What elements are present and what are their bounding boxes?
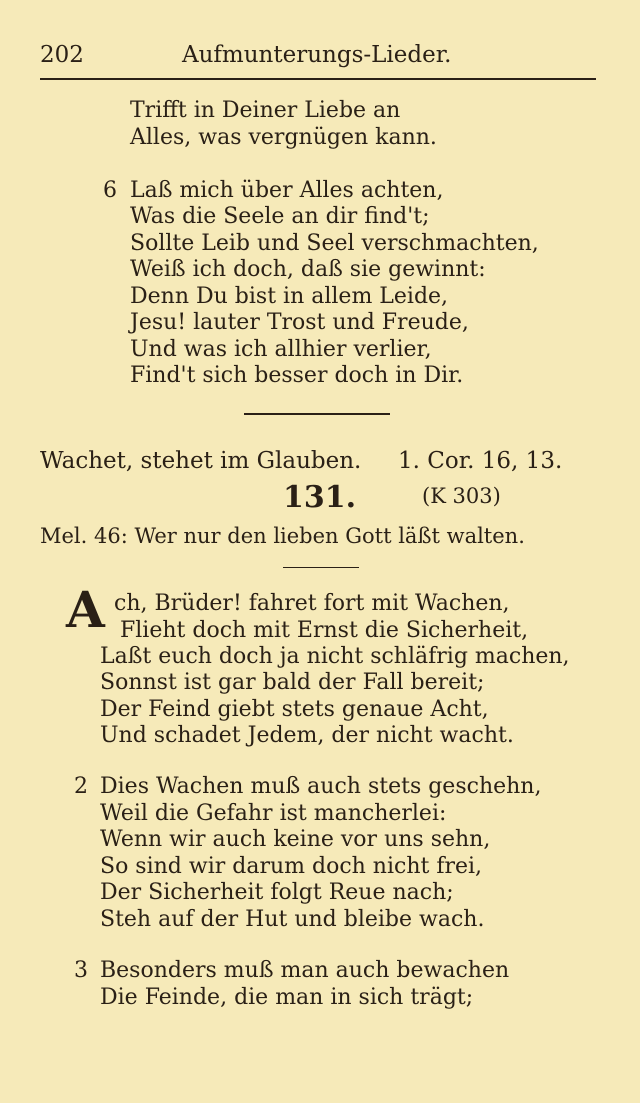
verse-line: Steh auf der Hut und bleibe wach.	[100, 907, 485, 932]
verse-line: Weil die Gefahr ist mancherlei:	[100, 801, 447, 826]
header-rule	[40, 78, 596, 80]
short-rule	[283, 567, 359, 568]
melody-line: Mel. 46: Wer nur den lieben Gott läßt walten.	[40, 524, 525, 548]
page-number: 202	[40, 42, 84, 68]
verse-line: Dies Wachen muß auch stets geschehn,	[100, 774, 542, 799]
verse-line: Flieht doch mit Ernst die Sicherheit,	[120, 618, 529, 643]
verse-line: Find't sich besser doch in Dir.	[130, 363, 464, 388]
hymn-number: 131.	[283, 480, 357, 515]
stanza-number: 2	[74, 774, 88, 799]
verse-line: Die Feinde, die man in sich trägt;	[100, 985, 474, 1010]
verse-line: Jesu! lauter Trost und Freude,	[130, 310, 469, 335]
verse-line: Weiß ich doch, daß sie gewinnt:	[130, 257, 486, 282]
alternate-reference: (K 303)	[422, 484, 501, 508]
verse-line: Denn Du bist in allem Leide,	[130, 284, 449, 309]
verse-line: Sonnst ist gar bald der Fall bereit;	[100, 670, 485, 695]
verse-line: Sollte Leib und Seel verschmachten,	[130, 231, 539, 256]
verse-line: So sind wir darum doch nicht frei,	[100, 854, 483, 879]
verse-line: Der Feind giebt stets genaue Acht,	[100, 697, 489, 722]
verse-line: Trifft in Deiner Liebe an	[130, 98, 401, 123]
running-title: Aufmunterungs-Lieder.	[182, 42, 452, 68]
verse-line: ch, Brüder! fahret fort mit Wachen,	[114, 591, 510, 616]
drop-cap: A	[66, 580, 105, 639]
stanza-number: 6	[103, 178, 117, 203]
epigraph-text: Wachet, stehet im Glauben.	[40, 448, 362, 474]
verse-line: Und schadet Jedem, der nicht wacht.	[100, 723, 514, 748]
verse-line: Alles, was vergnügen kann.	[130, 125, 437, 150]
verse-line: Der Sicherheit folgt Reue nach;	[100, 880, 454, 905]
section-divider	[244, 413, 390, 415]
verse-line: Was die Seele an dir find't;	[130, 204, 430, 229]
verse-line: Besonders muß man auch bewachen	[100, 958, 510, 983]
verse-line: Und was ich allhier verlier,	[130, 337, 432, 362]
stanza-number: 3	[74, 958, 88, 983]
verse-line: Wenn wir auch keine vor uns sehn,	[100, 827, 491, 852]
verse-line: Laßt euch doch ja nicht schläfrig machen,	[100, 644, 570, 669]
verse-line: Laß mich über Alles achten,	[130, 178, 444, 203]
epigraph-reference: 1. Cor. 16, 13.	[398, 448, 563, 474]
